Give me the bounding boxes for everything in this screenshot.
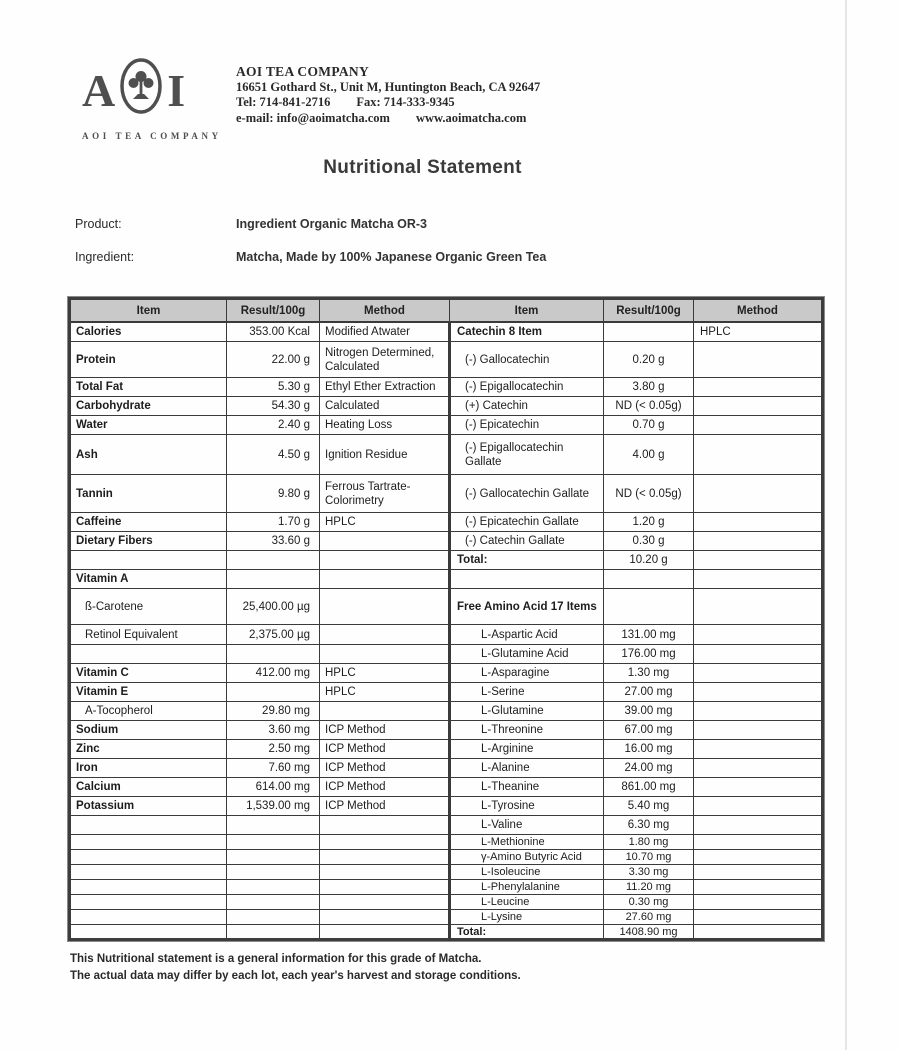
- table-cell: 0.30 mg: [604, 895, 694, 910]
- table-cell: Ethyl Ether Extraction: [320, 378, 450, 397]
- table-cell: Vitamin C: [70, 664, 227, 683]
- table-cell: [694, 397, 823, 416]
- table-cell: Retinol Equivalent: [70, 625, 227, 645]
- table-cell: 1.30 mg: [604, 664, 694, 683]
- table-row: [70, 378, 823, 397]
- table-cell: [320, 835, 450, 850]
- table-cell: 176.00 mg: [604, 645, 694, 664]
- table-cell: L-Tyrosine: [450, 797, 604, 816]
- nutrition-table: [68, 297, 824, 941]
- table-cell: ND (< 0.05g): [604, 397, 694, 416]
- table-cell: 353.00 Kcal: [227, 322, 320, 342]
- table-cell: [70, 835, 227, 850]
- table-cell: [70, 910, 227, 925]
- table-row: [70, 797, 823, 816]
- table-cell: [694, 551, 823, 570]
- table-cell: 5.30 g: [227, 378, 320, 397]
- table-cell: Heating Loss: [320, 416, 450, 435]
- table-cell: Total:: [450, 925, 604, 940]
- table-cell: L-Arginine: [450, 740, 604, 759]
- table-cell: [694, 778, 823, 797]
- table-cell: ICP Method: [320, 721, 450, 740]
- table-cell: L-Asparagine: [450, 664, 604, 683]
- table-cell: HPLC: [320, 664, 450, 683]
- table-cell: 3.60 mg: [227, 721, 320, 740]
- table-row: [70, 625, 823, 645]
- table-cell: 27.00 mg: [604, 683, 694, 702]
- table-cell: [320, 551, 450, 570]
- table-cell: L-Phenylalanine: [450, 880, 604, 895]
- column-header: Result/100g: [227, 299, 320, 323]
- logo-letter-a: A: [82, 64, 116, 116]
- table-cell: 24.00 mg: [604, 759, 694, 778]
- table-cell: [694, 702, 823, 721]
- table-row: [70, 835, 823, 850]
- table-cell: Free Amino Acid 17 Items: [450, 589, 604, 625]
- table-cell: ICP Method: [320, 740, 450, 759]
- table-cell: ND (< 0.05g): [604, 475, 694, 513]
- table-cell: L-Threonine: [450, 721, 604, 740]
- table-cell: Vitamin A: [70, 570, 227, 589]
- table-row: [70, 740, 823, 759]
- table-cell: 1.80 mg: [604, 835, 694, 850]
- table-cell: L-Isoleucine: [450, 865, 604, 880]
- table-cell: Dietary Fibers: [70, 532, 227, 551]
- table-cell: Calculated: [320, 397, 450, 416]
- column-header: Item: [70, 299, 227, 323]
- table-row: [70, 342, 823, 378]
- logo-letter-i: I: [167, 64, 186, 116]
- tree-in-oval-icon: [117, 56, 165, 125]
- table-cell: 10.20 g: [604, 551, 694, 570]
- table-cell: [694, 850, 823, 865]
- table-cell: L-Alanine: [450, 759, 604, 778]
- table-cell: Caffeine: [70, 513, 227, 532]
- table-cell: [227, 910, 320, 925]
- table-cell: 0.70 g: [604, 416, 694, 435]
- table-cell: [694, 416, 823, 435]
- table-cell: [694, 342, 823, 378]
- table-cell: Calcium: [70, 778, 227, 797]
- table-cell: Nitrogen Determined, Calculated: [320, 342, 450, 378]
- table-row: [70, 645, 823, 664]
- table-cell: [227, 835, 320, 850]
- table-cell: L-Glutamine: [450, 702, 604, 721]
- table-row: [70, 759, 823, 778]
- table-row: [70, 865, 823, 880]
- table-cell: Ferrous Tartrate-Colorimetry: [320, 475, 450, 513]
- table-cell: 131.00 mg: [604, 625, 694, 645]
- table-cell: [227, 895, 320, 910]
- ingredient-label: Ingredient:: [75, 250, 135, 264]
- table-row: [70, 589, 823, 625]
- table-row: [70, 925, 823, 940]
- table-cell: [320, 895, 450, 910]
- table-cell: L-Glutamine Acid: [450, 645, 604, 664]
- table-cell: L-Serine: [450, 683, 604, 702]
- column-header: Result/100g: [604, 299, 694, 323]
- table-cell: [70, 551, 227, 570]
- table-cell: 39.00 mg: [604, 702, 694, 721]
- table-cell: [320, 645, 450, 664]
- scan-edge-artifact: [845, 0, 847, 1050]
- column-header: Method: [694, 299, 823, 323]
- table-cell: [694, 532, 823, 551]
- column-header: Item: [450, 299, 604, 323]
- table-cell: HPLC: [694, 322, 823, 342]
- table-cell: 2.50 mg: [227, 740, 320, 759]
- table-cell: L-Aspartic Acid: [450, 625, 604, 645]
- table-cell: 0.20 g: [604, 342, 694, 378]
- table-cell: [694, 570, 823, 589]
- table-cell: [320, 925, 450, 940]
- table-cell: 5.40 mg: [604, 797, 694, 816]
- table-cell: L-Leucine: [450, 895, 604, 910]
- logo-lettermark: [82, 56, 222, 125]
- table-row: [70, 895, 823, 910]
- table-row: [70, 702, 823, 721]
- table-cell: [227, 816, 320, 835]
- table-cell: 9.80 g: [227, 475, 320, 513]
- table-row: [70, 850, 823, 865]
- table-cell: [320, 570, 450, 589]
- company-tel-fax-line: [236, 95, 540, 111]
- table-cell: [70, 925, 227, 940]
- table-row: [70, 778, 823, 797]
- table-row: [70, 721, 823, 740]
- table-cell: Total:: [450, 551, 604, 570]
- table-cell: [694, 683, 823, 702]
- table-cell: Ignition Residue: [320, 435, 450, 475]
- table-row: [70, 880, 823, 895]
- table-cell: 67.00 mg: [604, 721, 694, 740]
- table-cell: HPLC: [320, 683, 450, 702]
- table-cell: 11.20 mg: [604, 880, 694, 895]
- table-cell: 22.00 g: [227, 342, 320, 378]
- table-cell: 29.80 mg: [227, 702, 320, 721]
- table-cell: [694, 475, 823, 513]
- table-row: [70, 570, 823, 589]
- table-cell: [694, 721, 823, 740]
- company-email: e-mail: info@aoimatcha.com: [236, 110, 390, 125]
- table-cell: 2,375.00 µg: [227, 625, 320, 645]
- table-cell: [694, 513, 823, 532]
- table-cell: [227, 551, 320, 570]
- table-cell: [694, 835, 823, 850]
- table-cell: [70, 816, 227, 835]
- table-cell: [227, 683, 320, 702]
- table-cell: [70, 865, 227, 880]
- table-cell: [694, 925, 823, 940]
- table-cell: 6.30 mg: [604, 816, 694, 835]
- table-cell: 1,539.00 mg: [227, 797, 320, 816]
- company-address: 16651 Gothard St., Unit M, Huntington Beach, CA 92647: [236, 79, 541, 94]
- table-row: [70, 551, 823, 570]
- table-cell: 33.60 g: [227, 532, 320, 551]
- table-cell: [320, 532, 450, 551]
- table-cell: Calories: [70, 322, 227, 342]
- table-cell: [227, 925, 320, 940]
- table-cell: L-Theanine: [450, 778, 604, 797]
- table-cell: ß-Carotene: [70, 589, 227, 625]
- table-cell: Sodium: [70, 721, 227, 740]
- table-cell: 0.30 g: [604, 532, 694, 551]
- table-cell: 10.70 mg: [604, 850, 694, 865]
- table-cell: [694, 816, 823, 835]
- product-row: [75, 217, 428, 231]
- table-cell: Tannin: [70, 475, 227, 513]
- table-cell: (+) Catechin: [450, 397, 604, 416]
- company-logo: [82, 56, 222, 141]
- product-label: Product:: [75, 217, 122, 231]
- table-cell: Ash: [70, 435, 227, 475]
- table-row: [70, 816, 823, 835]
- ingredient-row: [75, 250, 547, 264]
- table-cell: 7.60 mg: [227, 759, 320, 778]
- ingredient-value: Matcha, Made by 100% Japanese Organic Green Tea: [236, 250, 547, 264]
- table-row: [70, 475, 823, 513]
- table-cell: 3.30 mg: [604, 865, 694, 880]
- table-cell: Iron: [70, 759, 227, 778]
- table-cell: [694, 797, 823, 816]
- table-cell: [320, 816, 450, 835]
- company-name: AOI TEA COMPANY: [236, 64, 370, 79]
- table-cell: [227, 645, 320, 664]
- table-cell: A-Tocopherol: [70, 702, 227, 721]
- table-row: [70, 513, 823, 532]
- table-cell: L-Valine: [450, 816, 604, 835]
- table-cell: γ-Amino Butyric Acid: [450, 850, 604, 865]
- nutrition-table-container: [68, 297, 821, 941]
- table-cell: (-) Gallocatechin: [450, 342, 604, 378]
- table-cell: L-Methionine: [450, 835, 604, 850]
- table-cell: Vitamin E: [70, 683, 227, 702]
- table-cell: HPLC: [320, 513, 450, 532]
- table-cell: Water: [70, 416, 227, 435]
- table-cell: [320, 625, 450, 645]
- table-cell: [227, 850, 320, 865]
- table-cell: 2.40 g: [227, 416, 320, 435]
- table-cell: [227, 880, 320, 895]
- table-cell: [694, 378, 823, 397]
- company-website: www.aoimatcha.com: [415, 110, 527, 125]
- table-cell: (-) Epicatechin: [450, 416, 604, 435]
- table-cell: 1408.90 mg: [604, 925, 694, 940]
- table-cell: Carbohydrate: [70, 397, 227, 416]
- table-cell: 25,400.00 µg: [227, 589, 320, 625]
- table-cell: [604, 322, 694, 342]
- table-cell: 614.00 mg: [227, 778, 320, 797]
- table-row: [70, 435, 823, 475]
- company-fax: Fax: 714-333-9345: [356, 95, 455, 109]
- table-row: [70, 532, 823, 551]
- table-cell: 1.70 g: [227, 513, 320, 532]
- table-cell: [320, 910, 450, 925]
- table-cell: [320, 865, 450, 880]
- column-header: Method: [320, 299, 450, 323]
- table-row: [70, 416, 823, 435]
- table-cell: [70, 895, 227, 910]
- table-cell: [694, 759, 823, 778]
- table-cell: [694, 880, 823, 895]
- table-cell: [320, 880, 450, 895]
- company-email-web-line: [236, 111, 540, 127]
- table-cell: [70, 850, 227, 865]
- table-cell: [694, 865, 823, 880]
- product-value: Ingredient Organic Matcha OR-3: [236, 217, 428, 231]
- table-cell: [694, 895, 823, 910]
- table-cell: Potassium: [70, 797, 227, 816]
- table-header-row: [70, 299, 823, 323]
- table-cell: [70, 880, 227, 895]
- table-cell: Catechin 8 Item: [450, 322, 604, 342]
- table-cell: 861.00 mg: [604, 778, 694, 797]
- table-cell: 54.30 g: [227, 397, 320, 416]
- company-tel: Tel: 714-841-2716: [236, 95, 331, 109]
- table-cell: [694, 664, 823, 683]
- logo-caption: AOI TEA COMPANY: [82, 131, 222, 141]
- table-cell: ICP Method: [320, 778, 450, 797]
- table-cell: [227, 865, 320, 880]
- table-cell: (-) Catechin Gallate: [450, 532, 604, 551]
- table-cell: [320, 702, 450, 721]
- table-cell: [227, 570, 320, 589]
- footer-notes: [70, 951, 521, 985]
- table-cell: [694, 589, 823, 625]
- table-cell: 4.50 g: [227, 435, 320, 475]
- table-cell: 412.00 mg: [227, 664, 320, 683]
- table-cell: 3.80 g: [604, 378, 694, 397]
- table-cell: [70, 645, 227, 664]
- table-cell: 4.00 g: [604, 435, 694, 475]
- table-cell: Modified Atwater: [320, 322, 450, 342]
- table-cell: [694, 740, 823, 759]
- table-cell: [320, 850, 450, 865]
- table-cell: Zinc: [70, 740, 227, 759]
- table-row: [70, 664, 823, 683]
- table-cell: (-) Epigallocatechin Gallate: [450, 435, 604, 475]
- table-cell: [320, 589, 450, 625]
- table-cell: [604, 589, 694, 625]
- footer-note-2: The actual data may differ by each lot, each year's harvest and storage conditions.: [70, 970, 521, 982]
- table-row: [70, 397, 823, 416]
- table-cell: [604, 570, 694, 589]
- table-cell: 1.20 g: [604, 513, 694, 532]
- table-cell: [694, 435, 823, 475]
- table-cell: Total Fat: [70, 378, 227, 397]
- table-row: [70, 910, 823, 925]
- company-info-block: [236, 64, 540, 126]
- table-cell: ICP Method: [320, 759, 450, 778]
- table-cell: [694, 645, 823, 664]
- table-cell: [694, 910, 823, 925]
- table-cell: [450, 570, 604, 589]
- table-cell: (-) Epigallocatechin: [450, 378, 604, 397]
- table-cell: 16.00 mg: [604, 740, 694, 759]
- table-cell: (-) Epicatechin Gallate: [450, 513, 604, 532]
- table-row: [70, 683, 823, 702]
- table-cell: (-) Gallocatechin Gallate: [450, 475, 604, 513]
- table-cell: L-Lysine: [450, 910, 604, 925]
- footer-note-1: This Nutritional statement is a general information for this grade of Matcha.: [70, 953, 482, 965]
- page-title: Nutritional Statement: [323, 157, 522, 178]
- table-row: [70, 322, 823, 342]
- table-cell: 27.60 mg: [604, 910, 694, 925]
- table-cell: [694, 625, 823, 645]
- table-cell: Protein: [70, 342, 227, 378]
- table-cell: ICP Method: [320, 797, 450, 816]
